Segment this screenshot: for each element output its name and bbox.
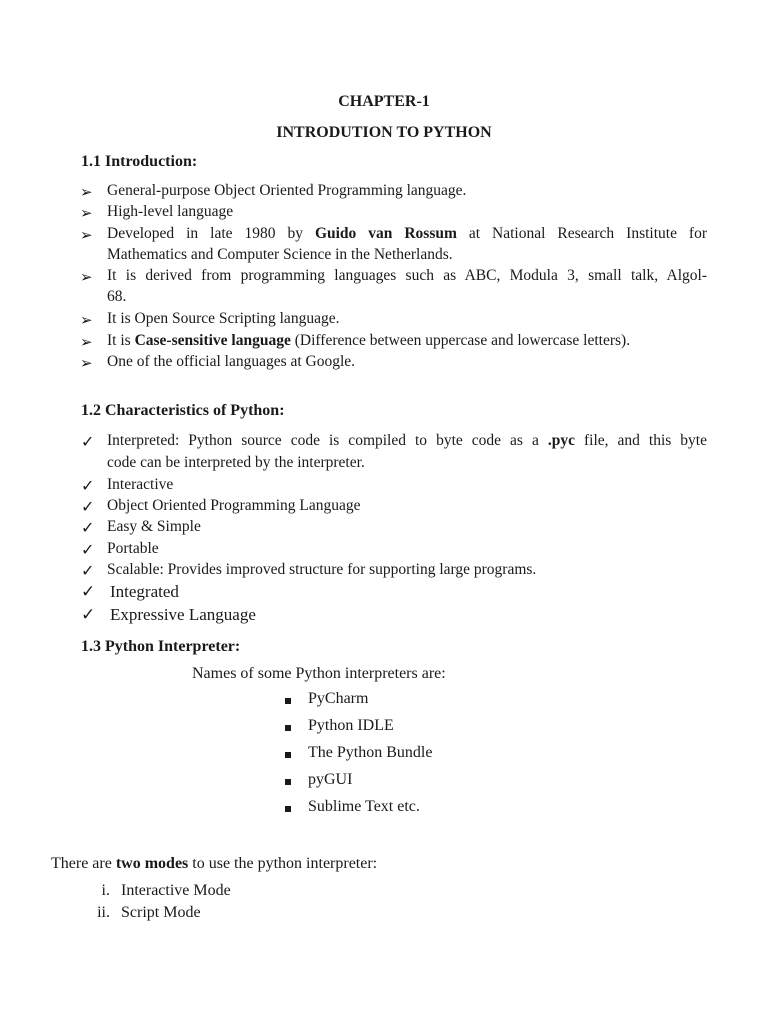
intro-bullet-4-line-2: 68. xyxy=(107,288,127,305)
mode-number: ii. xyxy=(97,904,110,921)
mode-number: i. xyxy=(101,882,110,899)
modes-bold: two modes xyxy=(115,855,189,872)
square-bullet-icon xyxy=(285,752,291,758)
characteristic-1-bold: .pyc xyxy=(547,432,575,449)
arrow-bullet-icon: ➢ xyxy=(80,185,93,201)
mode-item-script: Script Mode xyxy=(121,904,201,921)
section-heading-characteristics: 1.2 Characteristics of Python: xyxy=(81,402,285,419)
checkmark-icon: ✓ xyxy=(81,499,95,516)
characteristic-4: Easy & Simple xyxy=(107,518,201,535)
square-bullet-icon xyxy=(285,725,291,731)
modes-text-a: There are xyxy=(51,855,116,872)
page-title: INTRODUTION TO PYTHON xyxy=(276,124,492,141)
interpreter-item: pyGUI xyxy=(308,771,353,788)
characteristic-8: Expressive Language xyxy=(110,605,256,624)
interpreter-item: PyCharm xyxy=(308,690,369,707)
intro-bullet-4: It is derived from programming languages such as ABC, Modula 3, small talk, Algol- xyxy=(107,267,707,284)
intro-bullet-5: It is Open Source Scripting language. xyxy=(107,310,340,327)
interpreter-intro: Names of some Python interpreters are: xyxy=(192,665,446,682)
characteristic-1-text-a: Interpreted: Python source code is compiled to byte code as a xyxy=(107,432,548,449)
characteristic-6: Scalable: Provides improved structure for supporting large programs. xyxy=(107,561,537,578)
characteristic-2: Interactive xyxy=(107,476,174,493)
intro-bullet-6-text-b: (Difference between uppercase and lowercase letters). xyxy=(290,332,631,349)
modes-text-b: to use the python interpreter: xyxy=(188,855,378,872)
arrow-bullet-icon: ➢ xyxy=(80,270,93,286)
section-heading-interpreter: 1.3 Python Interpreter: xyxy=(81,638,241,655)
chapter-label: CHAPTER-1 xyxy=(338,93,430,110)
characteristic-1-line-2: code can be interpreted by the interpreter. xyxy=(107,454,365,471)
checkmark-icon: ✓ xyxy=(81,520,95,537)
characteristic-1 xyxy=(107,432,707,450)
checkmark-icon: ✓ xyxy=(81,563,95,580)
arrow-bullet-icon: ➢ xyxy=(80,335,93,351)
interpreter-item: Sublime Text etc. xyxy=(308,798,420,815)
arrow-bullet-icon: ➢ xyxy=(80,228,93,244)
checkmark-icon: ✓ xyxy=(81,582,96,601)
interpreter-item: Python IDLE xyxy=(308,717,394,734)
intro-bullet-3 xyxy=(107,225,707,243)
square-bullet-icon xyxy=(285,779,291,785)
intro-bullet-6-text-a: It is xyxy=(107,332,135,349)
arrow-bullet-icon: ➢ xyxy=(80,313,93,329)
intro-bullet-3-line-2: Mathematics and Computer Science in the Netherlands. xyxy=(107,246,453,263)
section-heading-introduction: 1.1 Introduction: xyxy=(81,153,198,170)
characteristic-7: Integrated xyxy=(110,582,179,601)
characteristic-5: Portable xyxy=(107,540,159,557)
mode-item-interactive: Interactive Mode xyxy=(121,882,231,899)
interpreter-item: The Python Bundle xyxy=(308,744,433,761)
characteristic-1-text-b: file, and this byte xyxy=(574,432,707,449)
intro-bullet-7: One of the official languages at Google. xyxy=(107,353,356,370)
intro-bullet-3-text-b: at National Research Institute for xyxy=(456,225,708,242)
checkmark-icon: ✓ xyxy=(81,542,95,559)
characteristic-3: Object Oriented Programming Language xyxy=(107,497,361,514)
intro-bullet-1: General-purpose Object Oriented Programming language. xyxy=(107,182,467,199)
checkmark-icon: ✓ xyxy=(81,478,95,495)
intro-bullet-3-text-a: Developed in late 1980 by xyxy=(107,225,315,242)
intro-bullet-6-bold: Case-sensitive language xyxy=(134,332,291,349)
intro-bullet-2: High-level language xyxy=(107,203,234,220)
arrow-bullet-icon: ➢ xyxy=(80,206,93,222)
checkmark-icon: ✓ xyxy=(81,605,96,624)
checkmark-icon: ✓ xyxy=(81,434,95,451)
modes-sentence xyxy=(51,855,377,873)
square-bullet-icon xyxy=(285,698,291,704)
square-bullet-icon xyxy=(285,806,291,812)
intro-bullet-6 xyxy=(107,332,630,350)
arrow-bullet-icon: ➢ xyxy=(80,356,93,372)
intro-bullet-3-bold: Guido van Rossum xyxy=(314,225,457,242)
